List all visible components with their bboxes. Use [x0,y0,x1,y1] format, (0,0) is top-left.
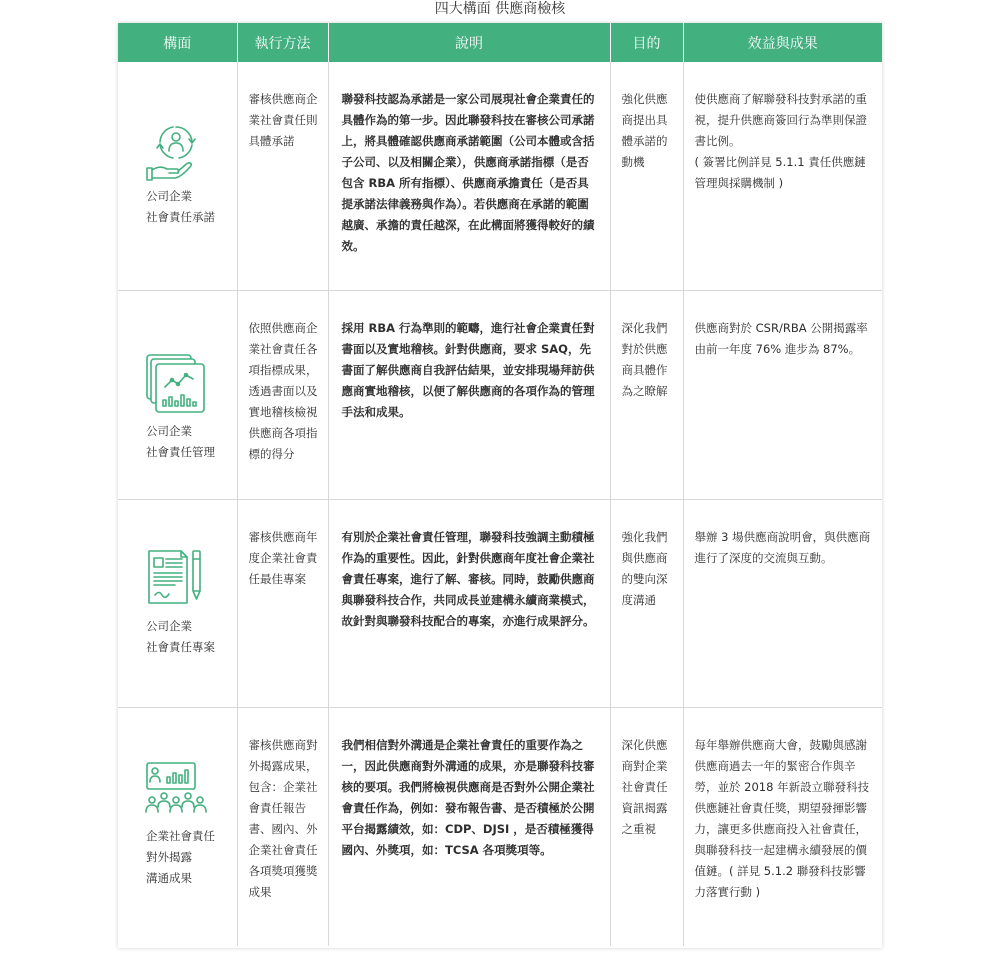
description-cell [328,500,610,708]
person-cycle-hand-icon [145,120,207,182]
stacked-chart-documents-icon [145,353,207,415]
description-cell [328,291,610,500]
aspect-label: 公司企業 社會責任管理 [146,424,215,459]
result-cell [683,708,882,947]
result-text: 供應商對於 CSR/RBA 公開揭露率由前一年度 76% 進步為 87%。 [694,321,868,356]
result-cell [683,500,882,708]
result-cell [683,291,882,500]
result-cell [683,62,882,291]
purpose-cell [610,708,683,947]
method-text: 依照供應商企業社會責任各項指標成果，透過書面以及實地稽核檢視供應商各項指標的得分 [248,321,318,461]
purpose-text: 深化供應商對企業社會責任資訊揭露之重視 [621,738,668,836]
header-method: 執行方法 [237,23,328,62]
method-cell [237,291,328,500]
description-text: 我們相信對外溝通是企業社會責任的重要作為之一，因此供應商對外溝通的成果，亦是聯發科技審核的要項。我們將檢視供應商是否對外公開企業社會責任作為，例如：發布報告書、是否積極於公開平台揭露績效，如：CDP、DJSI ，是否積極獲得國內、外獎項，如：TCSA 各項獎項等。 [341,738,595,857]
method-text: 審核供應商企業社會責任則具體承諾 [248,92,318,148]
aspect-label: 公司企業 社會責任承諾 [146,189,215,224]
aspect-cell [118,291,237,500]
table-row [118,708,882,947]
header-aspect: 構面 [118,23,237,62]
purpose-text: 強化我們與供應商的雙向深度溝通 [621,530,668,607]
description-text: 有別於企業社會責任管理，聯發科技強調主動積極作為的重要性。因此，針對供應商年度社會企業社會責任專案，進行了解、審核。同時，鼓勵供應商與聯發科技合作，共同成長並建構永續商業模式，故針對與聯發科技配合的專案，亦進行成果評分。 [341,530,595,628]
aspect-label: 企業社會責任 對外揭露 溝通成果 [146,829,215,885]
aspect-cell [118,500,237,708]
description-text: 聯發科技認為承諾是一家公司展現社會企業責任的具體作為的第一步。因此聯發科技在審核公司承諾上，將具體確認供應商承諾範圍（公司本體或含括子公司、以及相關企業），供應商承諾指標（是否包含 RBA 所有指標）、供應商承擔責任（是否具提承諾法律義務與作為）。若供應商在承諾的範圍越廣、承擔的責任越深，在此構面將獲得較好的績效。 [341,92,595,253]
method-text: 審核供應商對外揭露成果，包含：企業社會責任報告書、國內、外企業社會責任各項獎項獲獎成果 [248,738,318,899]
purpose-cell [610,500,683,708]
purpose-text: 深化我們對於供應商具體作為之瞭解 [621,321,668,398]
supplier-review-table [118,23,882,948]
aspect-cell [118,62,237,291]
table-caption: 四大構面 供應商檢核 [434,1,566,17]
description-cell [328,62,610,291]
result-text: 舉辦 3 場供應商說明會，與供應商進行了深度的交流與互動。 [694,530,871,565]
aspect-label: 公司企業 社會責任專案 [146,619,215,654]
table-header-row [118,23,882,62]
table-row [118,62,882,291]
method-cell [237,500,328,708]
header-purpose: 目的 [610,23,683,62]
header-result: 效益與成果 [683,23,882,62]
result-text: 每年舉辦供應商大會，鼓勵與感謝供應商過去一年的緊密合作與辛勞，並於 2018 年新設立聯發科技供應鏈社會責任獎，期望發揮影響力，讓更多供應商投入社會責任，與聯發科技一起建構永續發展的價值鏈。( 詳見 5.1.2 聯發科技影響力落實行動 ) [694,738,870,899]
method-cell [237,708,328,947]
table-row [118,291,882,500]
method-text: 審核供應商年度企業社會責任最佳專案 [248,530,318,586]
document-pen-icon [145,545,207,607]
method-cell [237,62,328,291]
presentation-audience-icon [145,760,207,822]
header-description: 說明 [328,23,610,62]
purpose-cell [610,62,683,291]
purpose-cell [610,291,683,500]
description-cell [328,708,610,947]
aspect-cell [118,708,237,947]
description-text: 採用 RBA 行為準則的範疇，進行社會企業責任對書面以及實地稽核。針對供應商，要求 SAQ，先書面了解供應商自我評估結果，並安排現場拜訪供應商實地稽核，以便了解供應商的各項作為的管理手法和成果。 [341,321,595,419]
result-text: 使供應商了解聯發科技對承諾的重視，提升供應商簽回行為準則保證書比例。 ( 簽署比例詳見 5.1.1 責任供應鏈管理與採購機制 ) [694,92,867,190]
purpose-text: 強化供應商提出具體承諾的動機 [621,92,668,169]
table-row [118,500,882,708]
